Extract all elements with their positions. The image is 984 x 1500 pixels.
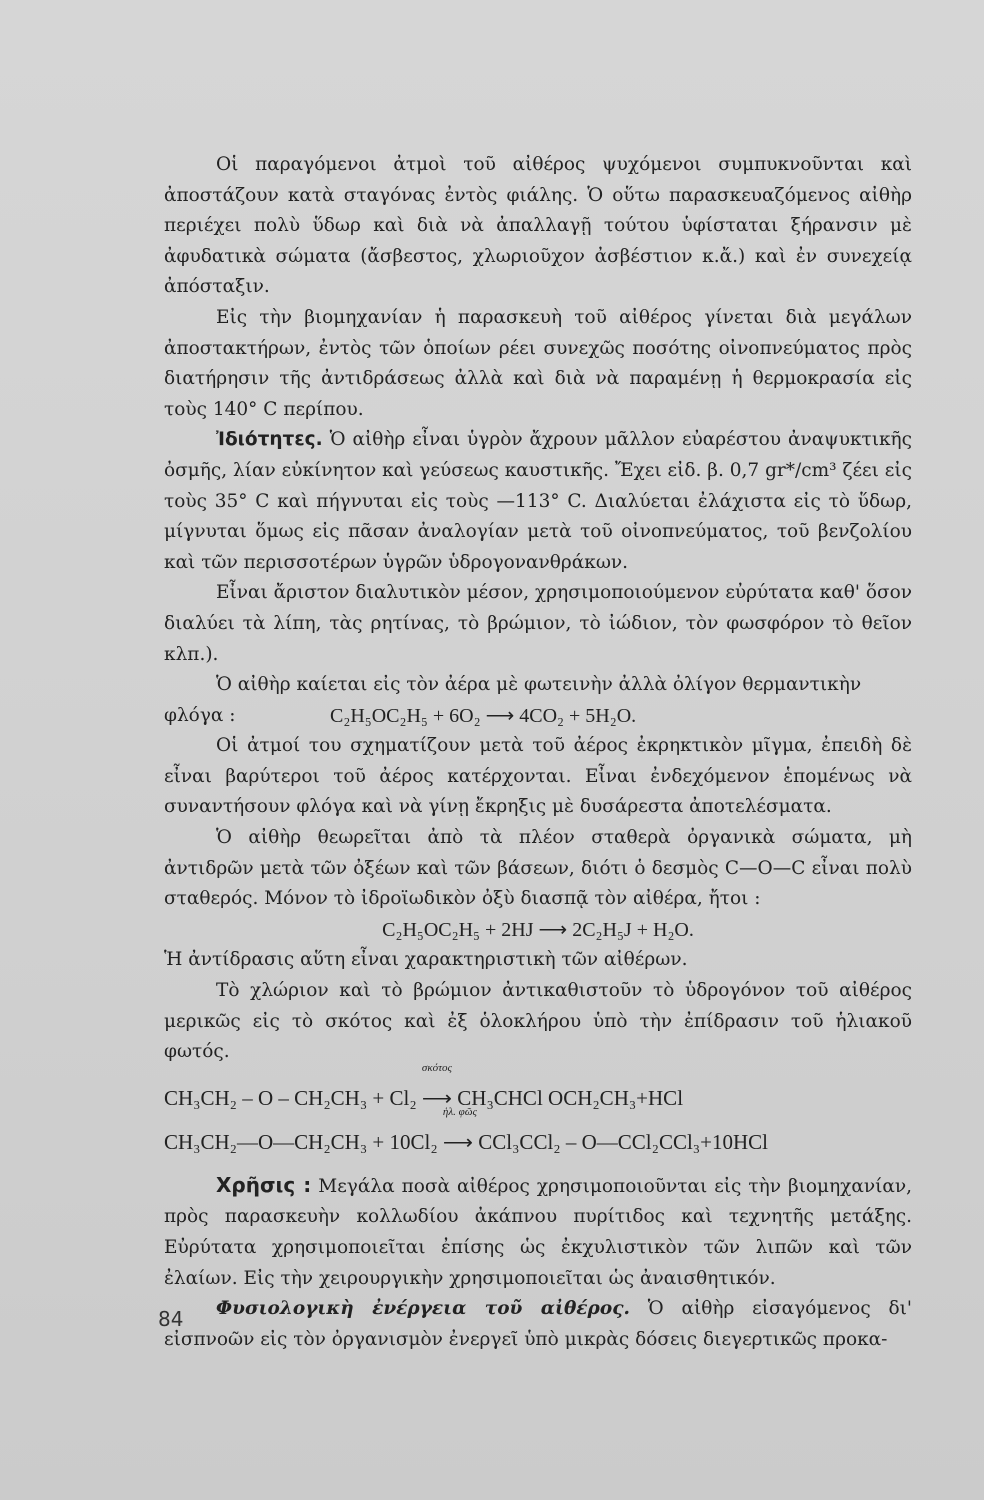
chlorination-sunlight-equation bbox=[164, 1105, 912, 1164]
paragraph-stability: Ὁ αἰθὴρ θεωρεῖται ἀπὸ τὰ πλέον σταθερὰ ὀργανικὰ σώματα, μὴ ἀντιδρῶν μετὰ τῶν ὀξέων καὶ τῶν βάσεων, διότι ὁ δεσμὸς C—O—C εἶναι πολὺ σταθερός. Μόνον τὸ ἰδροϊωδικὸν ὀξὺ διασπᾷ τὸν αἰθέρα, ἤτοι : bbox=[164, 827, 912, 910]
halogenation-equations bbox=[164, 1061, 912, 1164]
eq4-condition: ἡλ. φῶς bbox=[442, 1105, 477, 1118]
eq3-products: CH₃CHCl OCH₂CH₃+HCl bbox=[457, 1085, 684, 1110]
paragraph-solvent: Εἶναι ἄριστον διαλυτικὸν μέσον, χρησιμοποιούμενον εὐρύτατα καθ' ὅσον διαλύει τὰ λίπη, τὰς ρητίνας, τὸ βρώμιον, τὸ ἰώδιον, τὸν φωσφόρον τὸ θεῖον κλπ.). bbox=[164, 582, 912, 665]
page-number: 84 bbox=[158, 1307, 184, 1331]
eq4-reactants: CH₃CH₂—O—CH₂CH₃ + 10Cl₂ bbox=[164, 1129, 438, 1154]
eq3-condition: σκότος bbox=[421, 1061, 453, 1074]
chlorination-dark-equation bbox=[164, 1061, 912, 1120]
paragraph-halogenation: Τὸ χλώριον καὶ τὸ βρώμιον ἀντικαθιστοῦν τὸ ὑδρογόνον τοῦ αἰθέρος μερικῶς εἰς τὸ σκότος καὶ ἐξ ὁλοκλήρου ὑπὸ τὴν ἐπίδρασιν τοῦ ἡλιακοῦ φωτός. bbox=[164, 980, 912, 1063]
arrow-icon: ⟶ bbox=[442, 1129, 474, 1154]
paragraph-explosive: Οἱ ἀτμοί του σχηματίζουν μετὰ τοῦ ἀέρος ἐκρηκτικὸν μῖγμα, ἐπειδὴ δὲ εἶναι βαρύτεροι τοῦ ἀέρος κατέρχονται. Εἶναι ἐνδεχόμενον ἑπομένως νὰ συναντήσουν φλόγα καὶ νὰ γίνῃ ἔκρηξις μὲ δυσάρεστα ἀποτελέσματα. bbox=[164, 735, 912, 818]
hydroiodic-equation: C₂H₅OC₂H₅ + 2HJ ⟶ 2C₂H₅J + H₂O. bbox=[382, 918, 694, 941]
paragraph-physiology bbox=[164, 1294, 912, 1355]
text-column bbox=[164, 150, 912, 1355]
combustion-equation: C₂H₅OC₂H₅ + 6O₂ ⟶ 4CO₂ + 5H₂O. bbox=[330, 704, 637, 727]
paragraph-characteristic: Ἡ ἀντίδρασις αὕτη εἶναι χαρακτηριστικὴ τῶν αἰθέρων. bbox=[164, 949, 688, 971]
paragraph-distillation: Οἱ παραγόμενοι ἀτμοὶ τοῦ αἰθέρος ψυχόμενοι συμπυκνοῦνται καὶ ἀποστάζουν κατὰ σταγόνας ἐντὸς φιάλης. Ὁ οὕτω παρασκευαζόμενος αἰθὴρ περιέχει πολὺ ὕδωρ καὶ διὰ νὰ ἀπαλλαγῇ τούτου ὑφίσταται ξήρανσιν μὲ ἀφυδατικὰ σώματα (ἄσβεστος, χλωριοῦχον ἀσβέστιον κ.ἄ.) καὶ ἐν συνεχείᾳ ἀπόσταξιν. bbox=[164, 154, 912, 298]
arrow-icon: ⟶ bbox=[421, 1085, 453, 1110]
eq3-reactants: CH₃CH₂ – O – CH₂CH₃ + Cl₂ bbox=[164, 1085, 417, 1110]
eq4-arrow bbox=[442, 1105, 477, 1164]
paragraph-properties bbox=[164, 425, 912, 578]
paragraph-industry: Εἰς τὴν βιομηχανίαν ἡ παρασκευὴ τοῦ αἰθέρος γίνεται διὰ μεγάλων ἀποστακτήρων, ἐντὸς τῶν ὁποίων ρέει συνεχῶς ποσότης οἰνοπνεύματος πρὸς διατήρησιν τῆς ἀντιδράσεως ἀλλὰ καὶ διὰ νὰ παραμένῃ ἡ θερμοκρασία εἰς τοὺς 140° C περίπου. bbox=[164, 306, 912, 420]
combustion-equation-line bbox=[164, 701, 912, 732]
section-heading-uses: Χρῆσις : bbox=[216, 1172, 312, 1197]
uses-text: Μεγάλα ποσὰ αἰθέρος χρησιμοποιοῦνται εἰς τὴν βιομηχανίαν, πρὸς παρασκευὴν κολλωδίου ἀκάπνου πυρίτιδος καὶ τεχνητῆς μετάξης. Εὐρύτατα χρησιμοποιεῖται ἐπίσης ὡς ἐκχυλιστικὸν τῶν λιπῶν καὶ τῶν ἐλαίων. Εἰς τὴν χειρουργικὴν χρησιμοποιεῖται ὡς ἀναισθητικόν. bbox=[164, 1175, 912, 1289]
properties-text: Ὁ αἰθὴρ εἶναι ὑγρὸν ἄχρουν μᾶλλον εὐαρέστου ἀναψυκτικῆς ὀσμῆς, λίαν εὐκίνητον καὶ γεύσεως καυστικῆς. Ἔχει εἰδ. β. 0,7 gr*/cm³ ζέει εἰς τοὺς 35° C καὶ πήγνυται εἰς τοὺς —113° C. Διαλύεται ἐλάχιστα εἰς τὸ ὕδωρ, μίγνυται ὅμως εἰς πᾶσαν ἀναλογίαν μετὰ τοῦ οἰνοπνεύματος, τοῦ βενζολίου καὶ τῶν περισσοτέρων ὑγρῶν ὑδρογονανθράκων. bbox=[164, 429, 912, 573]
paragraph-uses bbox=[164, 1170, 912, 1294]
paragraph-combustion: Ὁ αἰθὴρ καίεται εἰς τὸν ἀέρα μὲ φωτεινὴν ἀλλὰ ὀλίγον θερμαντικὴν bbox=[216, 674, 862, 696]
section-heading-physiology: Φυσιολογικὴ ἐνέργεια τοῦ αἰθέρος. bbox=[216, 1298, 630, 1320]
section-heading-properties: Ἰδιότητες. bbox=[216, 429, 323, 451]
flame-label: φλόγα : bbox=[164, 704, 236, 726]
eq4-products: CCl₃CCl₂ – O—CCl₂CCl₃+10HCl bbox=[478, 1129, 768, 1154]
physiology-text: Ὁ αἰθὴρ εἰσαγόμενος δι' εἰσπνοῶν εἰς τὸν ὀργανισμὸν ἐνεργεῖ ὑπὸ μικρὰς δόσεις διεγερτικῶς προκα- bbox=[164, 1298, 912, 1350]
